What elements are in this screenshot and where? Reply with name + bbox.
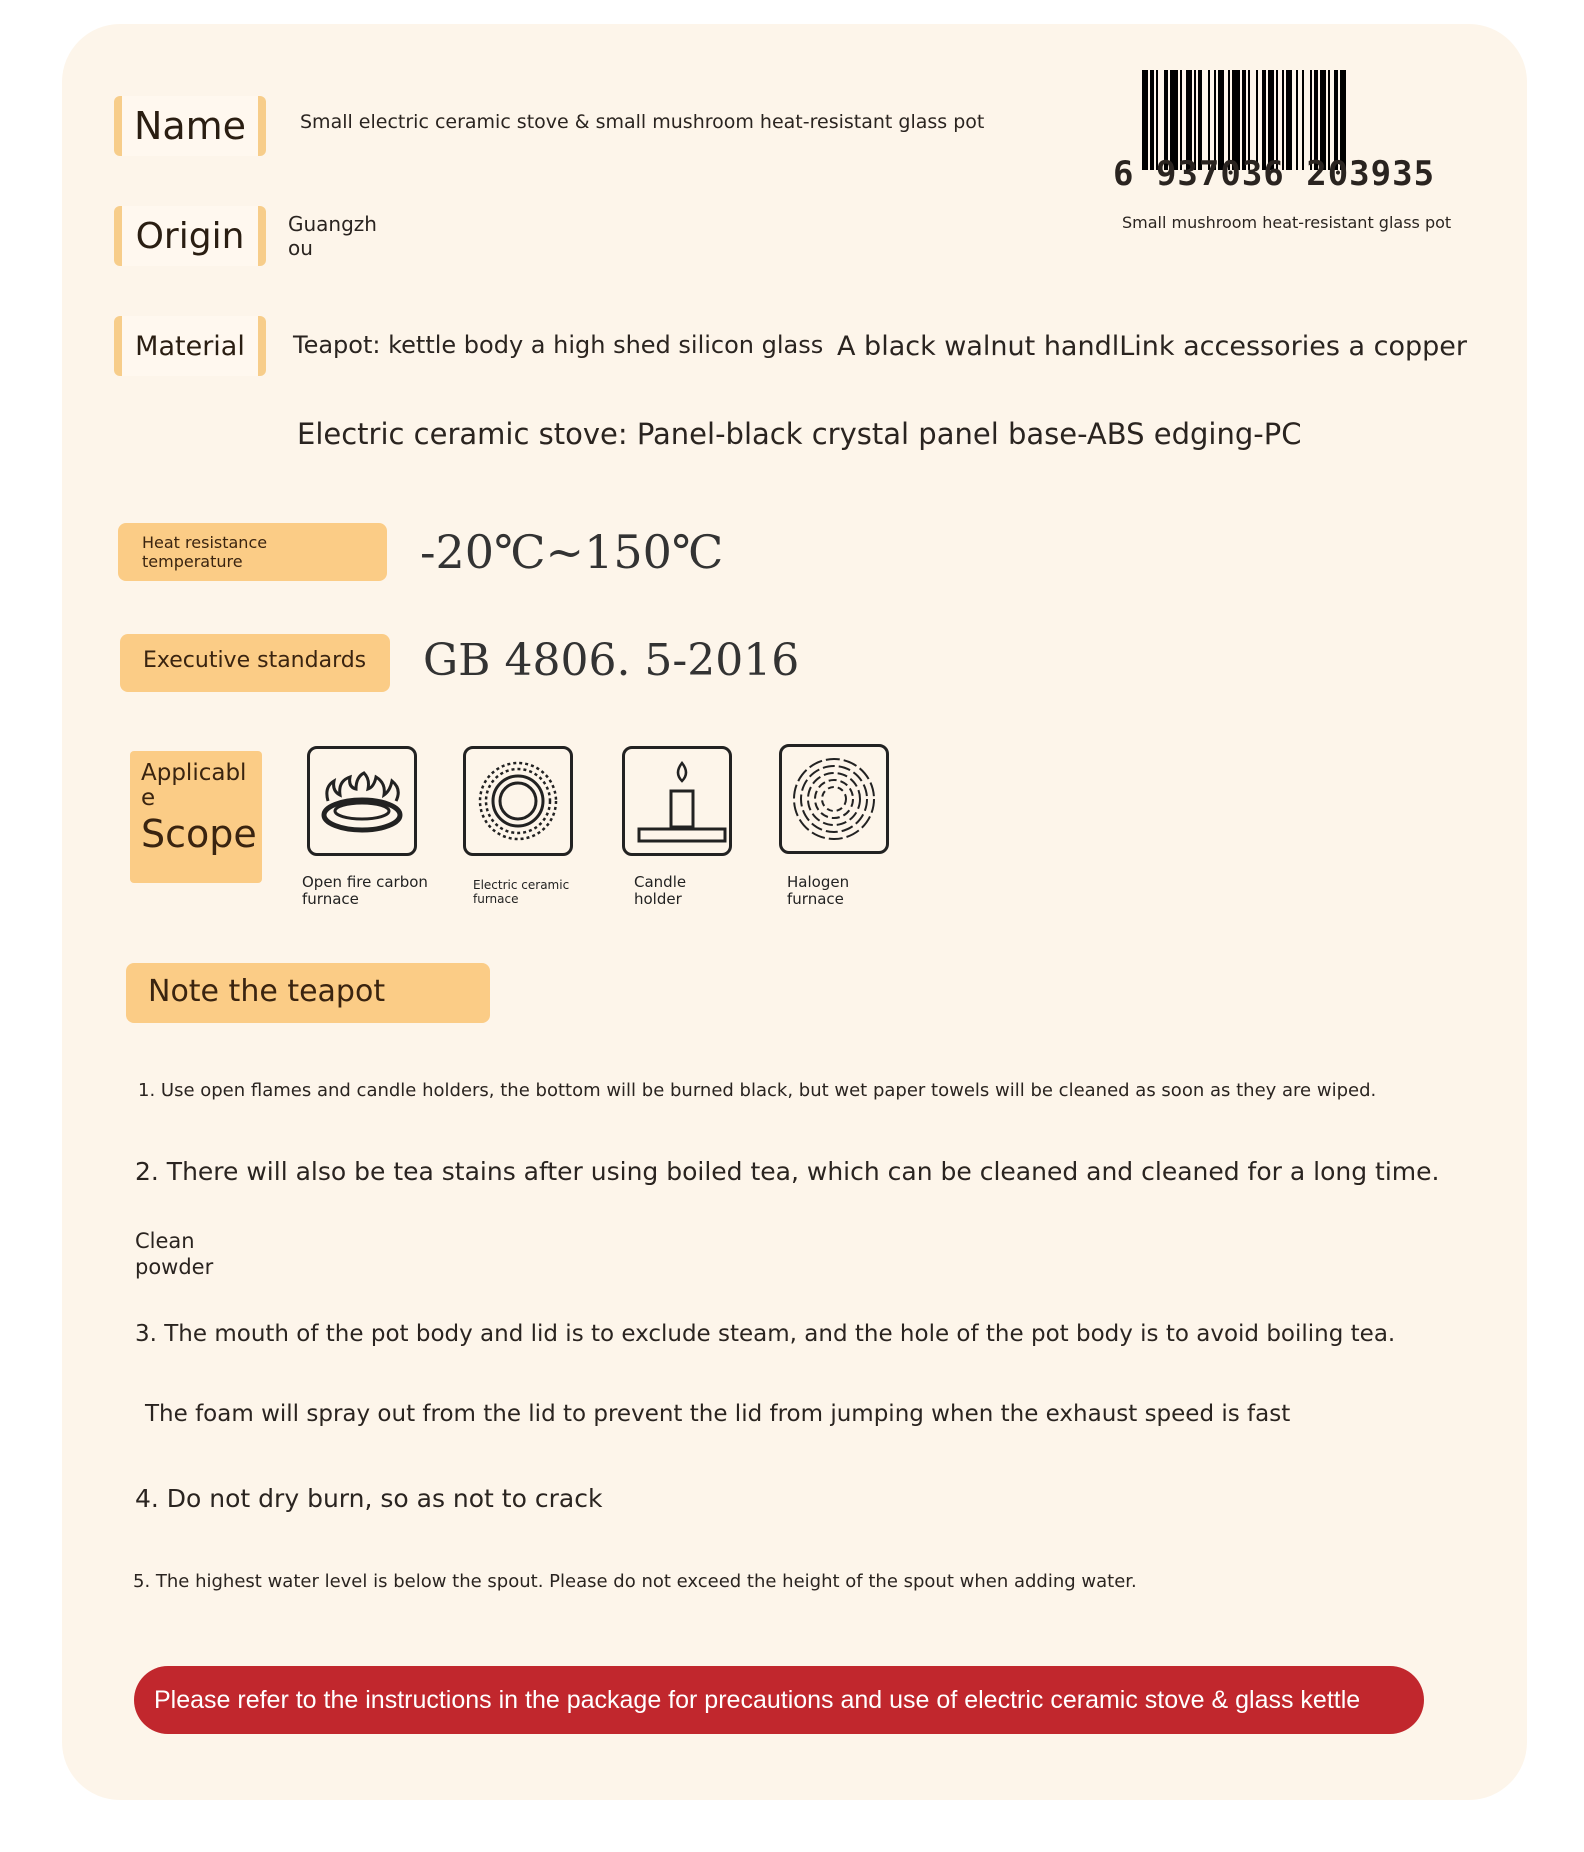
scope-caption-4-line2: furnace: [787, 890, 844, 908]
name-label: [114, 96, 266, 156]
note-2: 2. There will also be tea stains after using boiled tea, which can be cleaned and cleaned for a long time.: [135, 1157, 1440, 1186]
origin-value-line1: Guangzh: [288, 212, 377, 236]
electric-ceramic-icon: [463, 746, 573, 856]
scope-label-line2: e: [141, 785, 156, 811]
material-teapot: Teapot: kettle body a high shed silicon glass: [293, 331, 824, 359]
scope-label-line1: Applicabl: [141, 760, 247, 786]
spec-card: [62, 24, 1527, 1800]
open-fire-icon: [307, 746, 417, 856]
candle-icon: [622, 746, 732, 856]
scope-caption-4-line1: Halogen: [787, 873, 850, 891]
scope-caption-3-line1: Candle: [634, 873, 687, 891]
origin-label: [114, 206, 266, 266]
scope-caption-1: [302, 874, 428, 908]
scope-caption-3: [634, 874, 686, 908]
heat-label-box: [118, 523, 387, 581]
precaution-banner-text: Please refer to the instructions in the package for precautions and use of electric ceramic stove & glass kettle: [154, 1685, 1361, 1714]
precaution-banner: [134, 1666, 1424, 1734]
barcode-caption: Small mushroom heat-resistant glass pot: [1122, 213, 1452, 232]
material-stove: Electric ceramic stove: Panel-black crystal panel base-ABS edging-PC: [297, 417, 1302, 451]
note-2-powder: powder: [135, 1255, 214, 1279]
scope-caption-2-line2: furnace: [473, 892, 519, 906]
halogen-icon: [779, 744, 889, 854]
barcode-number: 6 937036 203935: [1113, 154, 1436, 194]
standards-value: GB 4806. 5-2016: [423, 635, 800, 686]
standards-label-box: [120, 634, 390, 692]
origin-label-text: Origin: [135, 215, 245, 257]
standards-label-text: Executive standards: [143, 648, 367, 673]
scope-caption-4: [787, 874, 849, 908]
scope-caption-3-line2: holder: [634, 890, 682, 908]
heat-value: -20℃~150℃: [420, 525, 724, 579]
material-label-text: Material: [135, 330, 245, 362]
material-handle: A black walnut handlLink accessories a copper: [837, 331, 1467, 362]
note-4: 4. Do not dry burn, so as not to crack: [135, 1484, 603, 1513]
note-2-clean: Clean: [135, 1229, 195, 1253]
scope-label-line3: Scope: [141, 812, 257, 856]
scope-caption-1-line2: furnace: [302, 890, 359, 908]
scope-label-box: [130, 751, 262, 883]
scope-caption-1-line1: Open fire carbon: [302, 873, 428, 891]
note-5: 5. The highest water level is below the spout. Please do not exceed the height of the spout when adding water.: [133, 1571, 1137, 1592]
note-3: 3. The mouth of the pot body and lid is to exclude steam, and the hole of the pot body is to avoid boiling tea.: [135, 1321, 1396, 1347]
scope-caption-2: [473, 878, 569, 906]
note-1: 1. Use open flames and candle holders, the bottom will be burned black, but wet paper towels will be cleaned as soon as they are wiped.: [138, 1080, 1377, 1101]
name-label-text: Name: [133, 104, 247, 148]
scope-caption-2-line1: Electric ceramic: [473, 878, 570, 892]
name-value: Small electric ceramic stove & small mushroom heat-resistant glass pot: [300, 111, 985, 133]
origin-value-line2: ou: [288, 236, 313, 260]
heat-label-line2: temperature: [142, 552, 243, 571]
material-label: [114, 316, 266, 376]
heat-label-line1: Heat resistance: [142, 533, 268, 552]
notes-heading: Note the teapot: [148, 974, 386, 1009]
notes-heading-box: [126, 963, 490, 1023]
note-3-continued: The foam will spray out from the lid to prevent the lid from jumping when the exhaust speed is fast: [145, 1401, 1291, 1427]
